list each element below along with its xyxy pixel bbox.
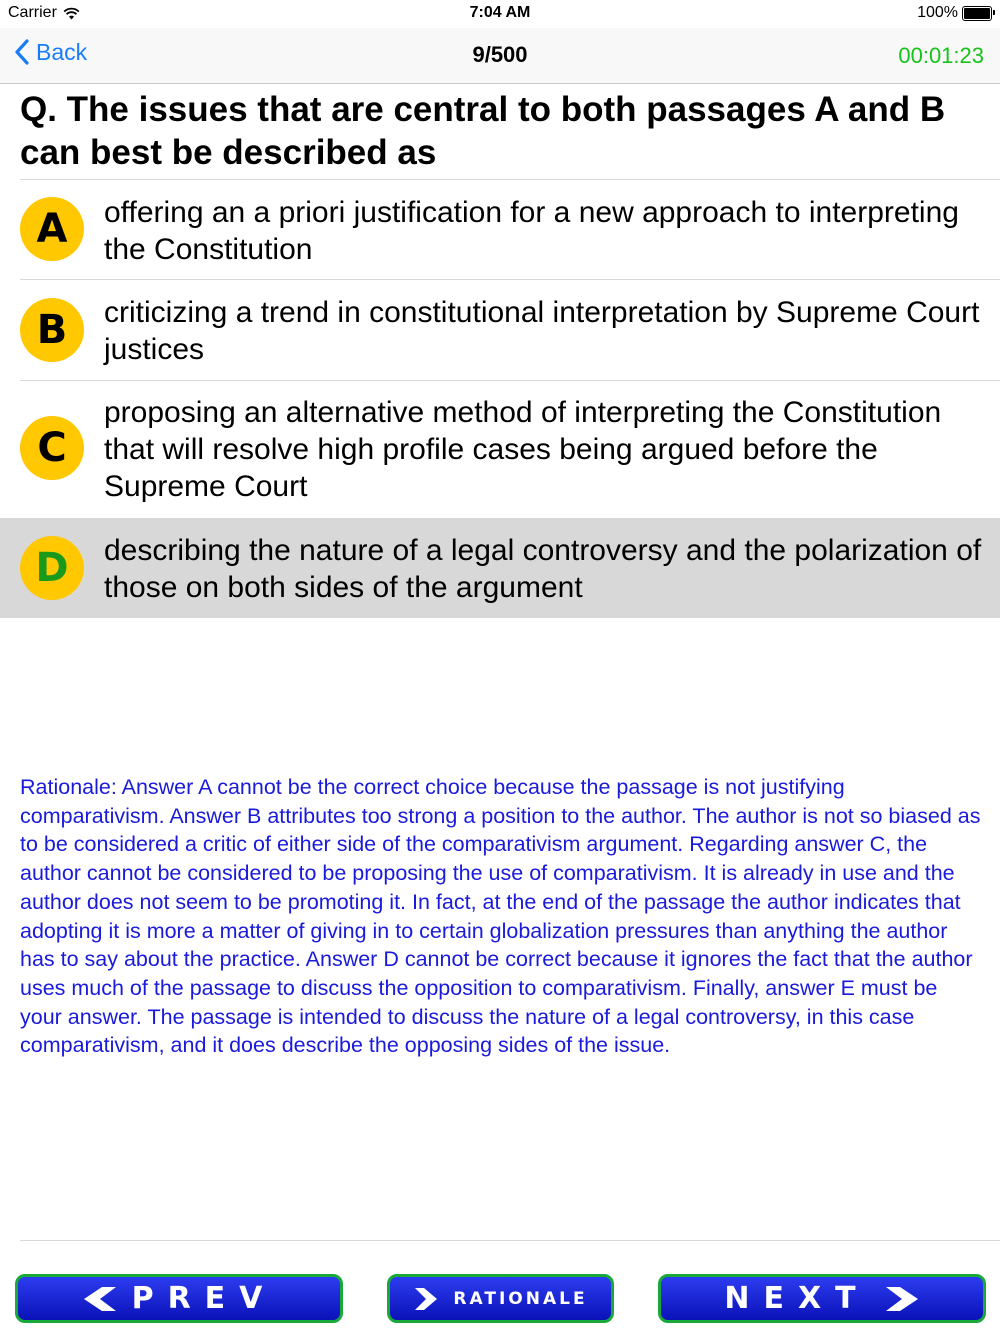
next-label: NEXT — [724, 1281, 870, 1316]
battery-indicator — [917, 4, 992, 22]
battery-percent: 100% — [917, 4, 958, 21]
option-a-badge: A — [20, 197, 84, 261]
navigation-bar — [0, 28, 1000, 84]
option-b-text: criticizing a trend in constitutional interpretation by Supreme Court justices — [104, 296, 980, 366]
option-d-text: describing the nature of a legal controversy and the polarization of those on both sides of the argument — [104, 534, 982, 604]
status-bar — [0, 0, 1000, 28]
prev-label: PREV — [131, 1281, 277, 1316]
rationale-button[interactable] — [387, 1274, 614, 1323]
question-text: Q. The issues that are central to both passages A and B can best be described as — [20, 90, 946, 172]
option-d-badge: D — [20, 536, 84, 600]
option-a-text: offering an a priori justification for a new approach to interpreting the Constitution — [104, 196, 959, 266]
carrier-label: Carrier — [8, 4, 57, 21]
question-counter: 9/500 — [472, 42, 528, 67]
arrow-right-icon — [413, 1287, 439, 1311]
divider — [20, 1240, 1000, 1241]
option-c[interactable] — [0, 381, 1000, 518]
timer: 00:01:23 — [898, 43, 984, 68]
option-a[interactable] — [0, 180, 1000, 279]
battery-icon — [962, 6, 992, 21]
option-b[interactable] — [0, 280, 1000, 380]
option-c-badge: C — [20, 416, 84, 480]
back-label: Back — [36, 38, 88, 65]
arrow-right-icon — [884, 1286, 920, 1312]
option-c-text: proposing an alternative method of interpreting the Constitution that will resolve high profile cases being argued before the Supreme Court — [104, 396, 942, 503]
arrow-left-icon — [82, 1286, 118, 1312]
rationale-label: RATIONALE — [453, 1288, 588, 1309]
status-time: 7:04 AM — [469, 4, 531, 21]
prev-button[interactable] — [15, 1274, 343, 1323]
rationale-text: Rationale: Answer A cannot be the correct choice because the passage is not justifying comparativism. Answer B attributes too strong a position to the author. The author is not so biased as to be considered a critic of either side of the comparativism argument. Regarding answer C, the author cannot be considered to be proposing the use of comparativism. It is already in use and the author does not seem to be promoting it. In fact, at the end of the passage the author indicates that adopting it is more a matter of giving in to certain globalization pressures than anything the author has to say about the practice. Answer D cannot be correct because it ignores the fact that the author uses much of the passage to discuss the opposition to comparativism. Finally, answer E must be your answer. The passage is intended to discuss the nature of a legal controversy, in this case comparativism, and it does describe the opposing sides of the issue. — [20, 775, 981, 1058]
option-b-badge: B — [20, 298, 84, 362]
next-button[interactable] — [658, 1274, 986, 1323]
option-d[interactable] — [0, 518, 1000, 618]
